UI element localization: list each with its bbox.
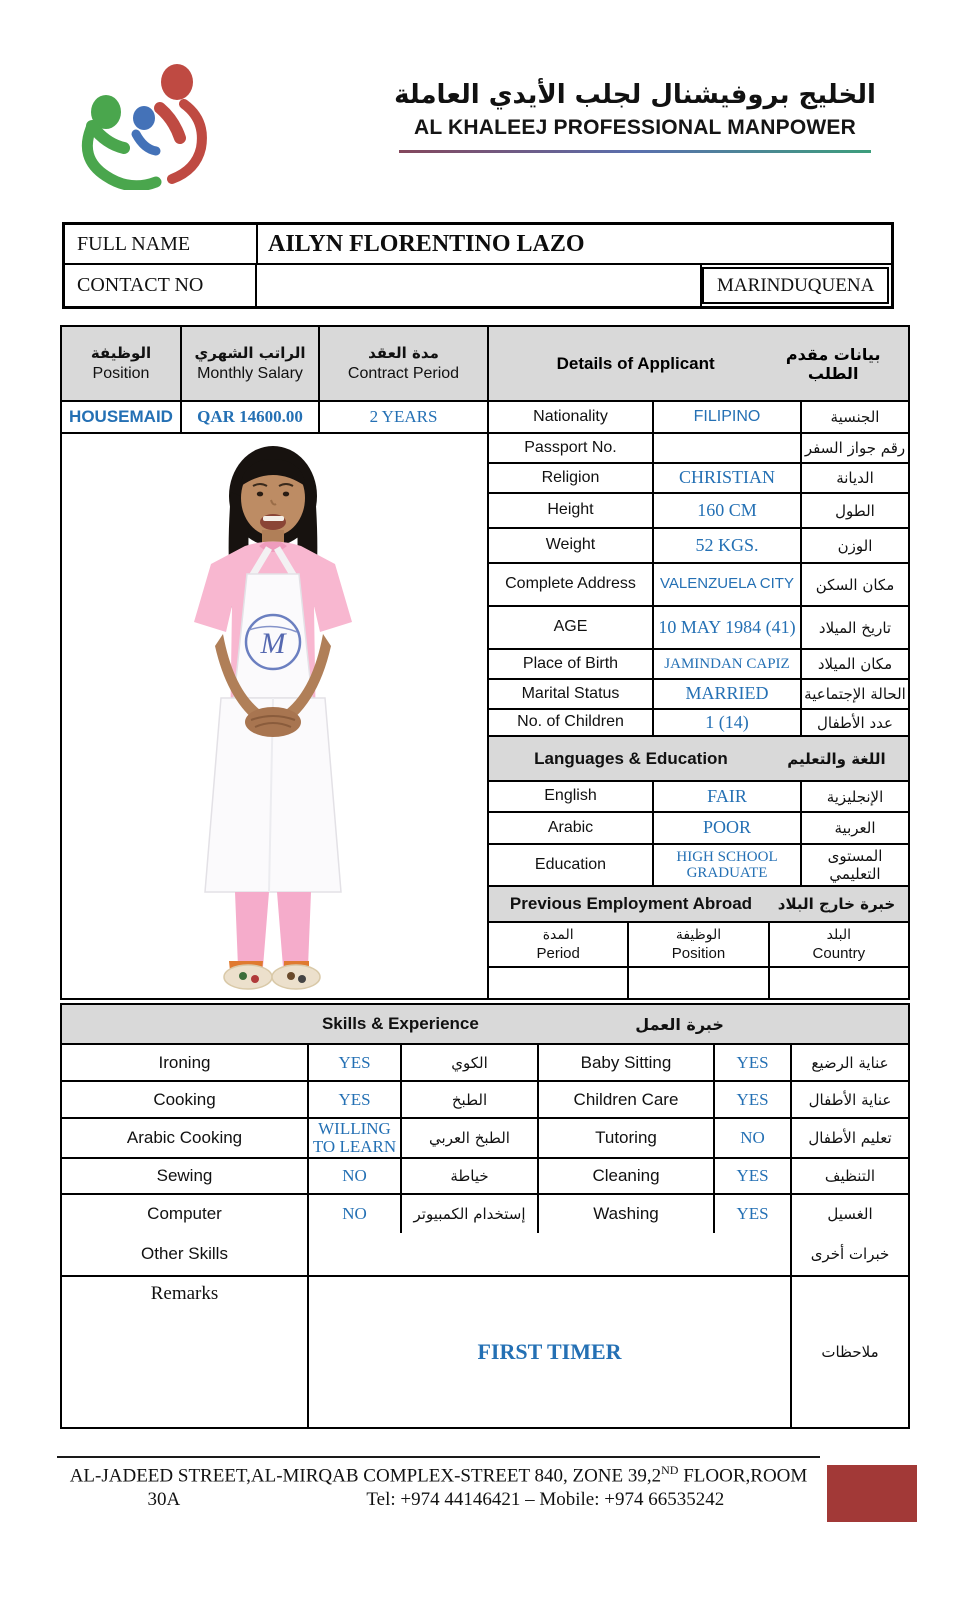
position-value: HOUSEMAID — [62, 402, 182, 432]
full-name-value: AILYN FLORENTINO LAZO — [268, 230, 585, 257]
details-row — [489, 813, 908, 845]
address-superscript: ND — [661, 1463, 679, 1477]
skill-value: WILLING TO LEARN — [309, 1119, 402, 1157]
employment-col-header — [770, 968, 908, 998]
red-corner-block — [827, 1465, 917, 1522]
skills-rows — [62, 1045, 908, 1233]
employment-col-header — [629, 923, 769, 966]
col-label-ar: البلد — [826, 927, 851, 943]
skill-value: YES — [715, 1045, 792, 1080]
skill-value: NO — [715, 1119, 792, 1157]
detail-value — [654, 434, 802, 462]
details-row — [489, 529, 908, 564]
skills-title-ar: خبرة العمل — [635, 1014, 724, 1034]
employment-col-header — [489, 923, 629, 966]
detail-value: 10 MAY 1984 (41) — [654, 607, 802, 648]
position-header — [62, 327, 182, 400]
contract-label-ar: مدة العقد — [368, 344, 439, 362]
skill-label-ar: خياطة — [402, 1159, 539, 1193]
identity-table — [62, 222, 894, 309]
contact-row — [65, 265, 891, 306]
details-row — [489, 434, 908, 464]
other-skills-row — [62, 1233, 908, 1277]
detail-label-ar: الطول — [835, 501, 875, 520]
skill-label: Cleaning — [539, 1159, 715, 1193]
skill-label: Ironing — [62, 1045, 309, 1080]
col-label-ar: المدة — [542, 927, 574, 943]
detail-value: HIGH SCHOOL GRADUATE — [654, 845, 802, 885]
employment-col-header — [770, 923, 908, 966]
skill-value: YES — [715, 1195, 792, 1233]
detail-label-ar: رقم جواز السفر — [804, 439, 906, 457]
detail-label-ar: مكان الميلاد — [817, 655, 893, 673]
agency-title-english: AL KHALEEJ PROFESSIONAL MANPOWER — [414, 116, 856, 139]
detail-label: Place of Birth — [489, 650, 654, 678]
section-title: Languages & Education — [534, 748, 728, 768]
skill-label-ar: الكوي — [402, 1045, 539, 1080]
detail-value: 52 KGS. — [654, 529, 802, 562]
detail-label-ar: الوزن — [837, 536, 873, 555]
skill-value: NO — [309, 1159, 402, 1193]
details-row — [489, 680, 908, 710]
details-row — [489, 845, 908, 887]
section-title-ar: خبرة خارج البلاد — [777, 895, 896, 913]
applicant-photo — [62, 434, 489, 998]
skill-label: Sewing — [62, 1159, 309, 1193]
title-gradient-rule — [399, 150, 871, 153]
detail-label: Religion — [489, 464, 654, 492]
skill-label: Baby Sitting — [539, 1045, 715, 1080]
skill-label-ar: الغسيل — [827, 1205, 873, 1223]
col-label-en: Period — [536, 945, 580, 962]
skill-label: Cooking — [62, 1082, 309, 1117]
detail-label: Marital Status — [489, 680, 654, 708]
other-skills-value — [309, 1233, 792, 1275]
remarks-label: Remarks — [62, 1277, 309, 1427]
applicant-details-table — [60, 325, 910, 1000]
details-title-ar: بيانات مقدم الطلب — [785, 344, 881, 383]
col-label-ar: الوظيفة — [675, 927, 722, 943]
skills-table — [60, 1003, 910, 1429]
address-part1: AL-JADEED STREET,AL-MIRQAB COMPLEX-STREET 840, ZONE 39,2 — [69, 1465, 662, 1487]
detail-value: 1 (14) — [654, 710, 802, 735]
detail-label-ar: الإنجليزية — [826, 787, 884, 806]
skill-label-ar: إستخدام الكمبيوتر — [402, 1195, 539, 1233]
full-name-row — [65, 225, 891, 265]
skill-label-ar: عناية الأطفال — [808, 1090, 892, 1109]
footer — [57, 1456, 820, 1511]
detail-label-ar: الحالة الإجتماعية — [804, 685, 906, 703]
detail-label: Arabic — [489, 813, 654, 843]
detail-label: Height — [489, 494, 654, 527]
job-header-row — [62, 327, 908, 402]
skill-label: Computer — [62, 1195, 309, 1233]
agency-title-arabic: الخليج بروفيشنال لجلب الأيدي العاملة — [394, 80, 876, 110]
detail-value: POOR — [654, 813, 802, 843]
details-body — [62, 434, 908, 998]
detail-value: JAMINDAN CAPIZ — [654, 650, 802, 678]
detail-label: Complete Address — [489, 564, 654, 605]
detail-label: English — [489, 782, 654, 811]
job-values-row — [62, 402, 908, 434]
skill-label-ar: التنظيف — [824, 1167, 876, 1185]
detail-label: AGE — [489, 607, 654, 648]
footer-phones: Tel: +974 44146421 – Mobile: +974 66535242 — [366, 1489, 725, 1511]
remarks-label-ar: ملاحظات — [821, 1343, 879, 1361]
details-row — [489, 968, 908, 998]
agency-header — [385, 80, 885, 153]
footer-address — [57, 1463, 820, 1487]
skill-row — [62, 1159, 908, 1195]
details-row — [489, 887, 908, 923]
details-row — [489, 650, 908, 680]
skill-label-ar: الطبخ — [402, 1082, 539, 1117]
details-row — [489, 564, 908, 607]
details-row — [489, 607, 908, 650]
footer-room: 30A — [147, 1489, 181, 1511]
skills-header-row — [62, 1005, 908, 1045]
nationality-value: FILIPINO — [654, 402, 802, 432]
detail-value: CHRISTIAN — [654, 464, 802, 492]
detail-label-ar: المستوى التعليمي — [827, 847, 883, 883]
svg-text:M: M — [260, 627, 286, 660]
skill-label-ar: تعليم الأطفال — [808, 1129, 892, 1147]
contract-label-en: Contract Period — [347, 365, 460, 382]
details-row — [489, 464, 908, 494]
contact-label: CONTACT NO — [65, 265, 257, 306]
detail-label-ar: تاريخ الميلاد — [818, 618, 892, 637]
nationality-label: Nationality — [489, 402, 654, 432]
section-title-ar: اللغة والتعليم — [787, 749, 886, 768]
detail-label-ar: الديانة — [836, 469, 874, 487]
skill-row — [62, 1045, 908, 1082]
detail-value: VALENZUELA CITY — [654, 564, 802, 605]
detail-value: FAIR — [654, 782, 802, 811]
detail-label: No. of Children — [489, 710, 654, 735]
address-part2: FLOOR,ROOM — [678, 1465, 808, 1487]
remarks-value: FIRST TIMER — [309, 1277, 792, 1427]
contact-value — [257, 265, 703, 306]
detail-label: Passport No. — [489, 434, 654, 462]
salary-header — [182, 327, 320, 400]
remarks-row — [62, 1277, 908, 1427]
details-row — [489, 494, 908, 529]
footer-contact-line — [57, 1489, 820, 1511]
skill-label: Children Care — [539, 1082, 715, 1117]
skill-value: NO — [309, 1195, 402, 1233]
skill-value: YES — [309, 1045, 402, 1080]
origin-tag: MARINDUQUENA — [702, 267, 889, 304]
employment-col-header — [629, 968, 769, 998]
skill-row — [62, 1082, 908, 1119]
employment-col-header — [489, 968, 629, 998]
full-name-label: FULL NAME — [65, 225, 258, 263]
footer-rule — [57, 1456, 820, 1458]
detail-label-ar: العربية — [834, 819, 876, 837]
skill-value: YES — [715, 1082, 792, 1117]
detail-label: Education — [489, 845, 654, 885]
col-label-en: Country — [812, 945, 866, 962]
salary-value: QAR 14600.00 — [182, 402, 320, 432]
salary-label-en: Monthly Salary — [197, 365, 303, 382]
skill-label-ar: الطبخ العربي — [402, 1119, 539, 1157]
detail-value: MARRIED — [654, 680, 802, 708]
nationality-label-ar: الجنسية — [830, 408, 880, 426]
skill-label-ar: عناية الرضيع — [811, 1053, 889, 1072]
three-people-logo-icon — [62, 60, 232, 195]
skill-label: Arabic Cooking — [62, 1119, 309, 1157]
skill-row — [62, 1195, 908, 1233]
details-row — [489, 737, 908, 782]
details-row — [489, 923, 908, 968]
applicant-rows — [489, 434, 908, 998]
section-title: Previous Employment Abroad — [509, 894, 753, 913]
details-title-en: Details of Applicant — [556, 353, 715, 373]
details-row — [489, 710, 908, 737]
other-skills-label: Other Skills — [62, 1233, 309, 1275]
col-label-en: Position — [671, 945, 726, 962]
skill-value: YES — [309, 1082, 402, 1117]
skill-label: Washing — [539, 1195, 715, 1233]
other-skills-label-ar: خبرات أخرى — [810, 1245, 890, 1263]
contract-header — [320, 327, 489, 400]
detail-label-ar: عدد الأطفال — [817, 713, 893, 732]
skill-label: Tutoring — [539, 1119, 715, 1157]
position-label-en: Position — [92, 365, 150, 382]
contract-value: 2 YEARS — [320, 402, 489, 432]
detail-label-ar: مكان السكن — [815, 575, 895, 594]
position-label-ar: الوظيفة — [90, 344, 152, 362]
skills-title-en: Skills & Experience — [321, 1014, 479, 1033]
details-row — [489, 782, 908, 813]
detail-value: 160 CM — [654, 494, 802, 527]
salary-label-ar: الراتب الشهري — [194, 344, 306, 362]
skill-value: YES — [715, 1159, 792, 1193]
details-of-applicant-header — [489, 327, 908, 400]
detail-label: Weight — [489, 529, 654, 562]
skill-row — [62, 1119, 908, 1159]
